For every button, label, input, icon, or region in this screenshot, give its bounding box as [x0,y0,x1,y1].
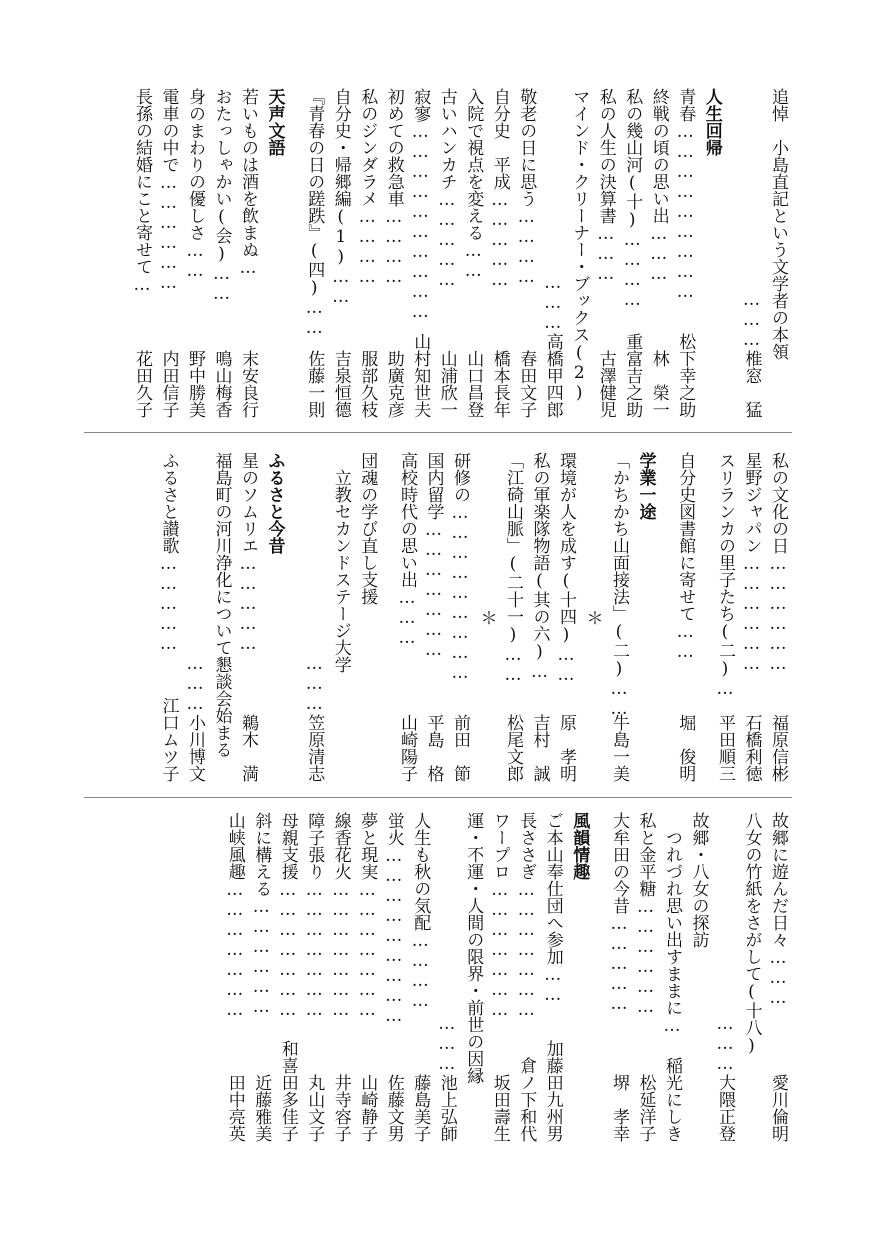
separator-asterisk: ＊ [582,608,603,626]
entry-author: 山崎陽子 [397,714,417,782]
contents-tier-middle [0,452,875,782]
entry-author: 花田久子 [132,350,152,418]
entry-title: 入院で視点を変える…… [463,88,484,281]
toc-entry [435,88,459,418]
entry-title: 自分史 平成…………… [489,88,510,290]
entry-author: 春田文子 [516,350,537,418]
toc-entry [329,812,353,1142]
entry-author: 鳴山梅香 [211,350,232,418]
entry-title: 故郷に遊んだ日々……… [768,812,788,1008]
toc-entry [395,452,419,782]
toc-entry [713,812,737,1142]
entry-author: 鵜木 満 [238,714,258,782]
toc-entry [541,88,565,418]
toc-entry [766,88,790,418]
toc-entry [435,812,459,1142]
entry-title: 長孫の結婚にこと寄せて… [132,88,152,295]
entry-title: スリランカの里子たち(二)… [715,452,735,699]
entry-author: 内田信子 [158,350,179,418]
entry-author: 山浦欣一 [436,350,457,418]
entry-author: ………椎窓 猛 [741,290,762,418]
entry-title: 母親支援………………… [277,812,298,1020]
toc-entry [607,812,631,1142]
entry-title: 私の人生の決算書……… [595,88,616,284]
toc-entry [514,88,538,418]
entry-author: 和喜田多佳子 [277,1040,298,1142]
toc-entry [355,88,379,418]
entry-author: 山村知世夫 [410,333,431,418]
toc-entry [355,452,379,782]
section-heading: 学業一途 [635,452,656,520]
toc-entry [302,452,326,782]
entry-author: 服部久枝 [357,350,378,418]
toc-entry [501,452,525,782]
entry-author: 古澤健児 [595,350,616,418]
entry-author: 吉泉恒德 [330,350,351,418]
entry-author: 平田順三 [715,714,735,782]
entry-author: 原 孝明 [556,714,576,782]
section-heading: 天声文語 [264,88,285,156]
entry-title: 寂寥………………………… [410,88,431,322]
toc-entry [461,812,485,1142]
entry-title: 環境が人を成す(十四)…… [556,452,576,685]
toc-entry [607,452,631,782]
entry-title: 『青春の日の蹉跌』(四)…… [304,88,325,338]
toc-entry [448,452,472,782]
entry-title: 立教セカンドステージ大学 [330,452,351,673]
entry-title: 自分史図書館に寄せて…… [675,452,696,662]
entry-title: 高校時代の思い出……… [397,452,417,648]
entry-title: 団魂の学び直し支援 [357,452,378,605]
entry-title: 初めての救急車………… [383,88,404,287]
entry-title: 電車の中で……………… [158,88,179,293]
entry-author: 佐藤文男 [383,1074,404,1142]
entry-title: 「かちかち山面接法」(二)…… [609,452,629,719]
entry-author: 前田 節 [450,714,470,782]
toc-entry [130,88,154,418]
toc-entry [673,452,697,782]
toc-entry [422,452,446,782]
entry-author: 林 榮一 [648,350,669,418]
separator-asterisk: ＊ [476,608,497,626]
section-heading: 人生回帰 [701,88,722,156]
entry-author: 松尾文郎 [503,714,523,782]
toc-entry [302,88,326,418]
entry-title: 運・不運・人間の限界・前世の因縁 [463,812,484,1084]
toc-entry [210,88,234,418]
entry-title: 青春……………………… [675,88,696,302]
toc-entry [329,88,353,418]
entry-title: 自分史・帰郷編(1)…… [330,88,351,307]
entry-author: 愛川倫明 [768,1074,788,1142]
entry-author: 末安良行 [238,350,258,418]
entry-title: 国内留学………………… [423,452,444,660]
entry-author: 石橋利徳 [741,714,762,782]
toc-entry [355,812,379,1142]
toc-entry [594,88,618,418]
entry-author: ………笠原清志 [304,654,325,782]
entry-title: 若いものは酒を飲まぬ… [238,88,258,278]
toc-entry [382,812,406,1142]
toc-entry [276,812,300,1142]
entry-title: 身のまわりの優しさ…… [185,88,205,281]
entry-author: 山口昌登 [463,350,484,418]
entry-title: 蛍火……………………… [383,812,404,1026]
entry-author: ………高橋甲四郎 [542,273,563,418]
toc-entry [740,812,764,1142]
entry-author: 重富吉之助 [622,333,643,418]
entry-author: 牛島一美 [609,714,629,782]
entry-title: 私のジンダラメ………… [357,88,378,287]
entry-title: 夢と現実………………… [357,812,378,1020]
entry-title: 星野ジャパン……………… [741,452,762,674]
toc-entry [713,452,737,782]
entry-title: ふるさと讃歌…………… [158,452,179,654]
toc-entry [766,812,790,1142]
toc-entry [634,812,658,1142]
entry-title: 人生も秋の気配………… [410,812,431,1011]
contents-tier-top [0,88,875,418]
entry-title: 障子張り………………… [304,812,325,1020]
entry-title: 追悼 小島直記という文学者の本領 [768,88,788,360]
entry-author: 山崎静子 [357,1074,378,1142]
entry-title: 長ささぎ………………… [516,812,537,1020]
entry-title: 研修の……………………… [450,452,470,683]
entry-author: 平島 格 [423,714,444,782]
entry-title: おたっしゃかい(会)…… [211,88,232,304]
entry-title: 斜に構える……………… [251,812,272,1017]
entry-title: マインド・クリーナー・ブックス(2) [569,88,590,403]
entry-author: 丸山文子 [304,1074,325,1142]
entry-title: 山峡風趣………………… [224,812,245,1020]
entry-title: 線香花火………………… [330,812,351,1020]
entry-title: 八女の竹紙をさがして(十八) [741,812,762,1056]
entry-author: 坂田壽生 [489,1074,510,1142]
entry-title: 故郷・八女の探訪 [688,812,709,948]
toc-entry [620,88,644,418]
entry-author: 吉村 誠 [529,714,550,782]
toc-entry [514,812,538,1142]
entry-author: 井寺容子 [330,1074,351,1142]
entry-title: 私の文化の日……………… [768,452,788,674]
entry-title: 星のソムリエ…………… [238,452,258,654]
entry-title: 「江碕山脈」(二十一)…… [503,452,523,685]
entry-author: 助廣克彦 [383,350,404,418]
contents-tier-bottom [0,812,875,1142]
entry-author: 藤島美子 [410,1074,431,1142]
entry-author: 福原信彬 [768,714,788,782]
toc-entry [766,452,790,782]
entry-author: 佐藤一則 [304,350,325,418]
toc-entry [647,88,671,418]
toc-entry [382,88,406,418]
entry-title: 敬老の日に思う………… [516,88,537,287]
entry-author: 堀 俊明 [675,714,696,782]
toc-entry [157,452,181,782]
entry-author: ………小川博文 [185,654,205,782]
entry-author: 江口ムツ子 [158,697,179,782]
divider-line-1 [84,432,792,433]
entry-title: ワープロ………………… [489,812,510,1020]
entry-author: ………池上弘師 [436,1014,457,1142]
entry-author: 稲光にしき [662,1057,682,1142]
entry-author: 野中勝美 [185,350,205,418]
entry-author: 近藤雅美 [251,1074,272,1142]
toc-entry [408,812,432,1142]
entry-title: 大牟田の今昔…………… [609,812,629,1014]
entry-author: 田中亮英 [224,1074,245,1142]
entry-author: 倉ノ下和代 [516,1057,537,1142]
entry-author: 堺 孝幸 [609,1074,629,1142]
toc-entry [567,88,591,418]
entry-author: 松延洋子 [635,1074,656,1142]
toc-entry [528,452,552,782]
section-heading: 風韻情趣 [569,812,590,880]
toc-entry [183,88,207,418]
toc-entry [249,812,273,1142]
toc-entry [223,812,247,1142]
entry-author: 橋本長年 [489,350,510,418]
entry-author: 加藤田九州男 [542,1040,563,1142]
divider-line-2 [84,797,792,798]
toc-entry [461,88,485,418]
entry-title: 終戦の頃の思い出……… [648,88,669,284]
toc-entry [157,88,181,418]
toc-entry [488,88,512,418]
toc-entry [236,88,260,418]
toc-entry [660,812,684,1142]
toc-entry [687,812,711,1142]
toc-entry [236,452,260,782]
toc-entry [210,452,234,782]
entry-title: 私の軍楽隊物語(其の六)… [529,452,550,682]
entry-title: 古いハンカチ…………… [436,88,457,290]
entry-author: 松下幸之助 [675,333,696,418]
toc-entry [329,452,353,782]
section-heading: ふるさと今昔 [264,452,285,554]
entry-title: 私の幾山河(十)………… [622,88,643,310]
entry-author: ………大隈正登 [715,1014,735,1142]
toc-entry [408,88,432,418]
toc-entry [740,452,764,782]
entry-title: つれづれ思い出すままに… [662,812,682,1036]
toc-entry [673,88,697,418]
entry-title: ご本山奉仕団へ参加…… [542,812,563,1005]
entry-title: 私と金平糖……………… [635,812,656,1017]
toc-entry [554,452,578,782]
toc-entry [302,812,326,1142]
toc-entry [740,88,764,418]
toc-entry [183,452,207,782]
toc-entry [488,812,512,1142]
entry-title: 福島町の河川浄化について懇談会始まる [211,452,232,758]
toc-entry [541,812,565,1142]
